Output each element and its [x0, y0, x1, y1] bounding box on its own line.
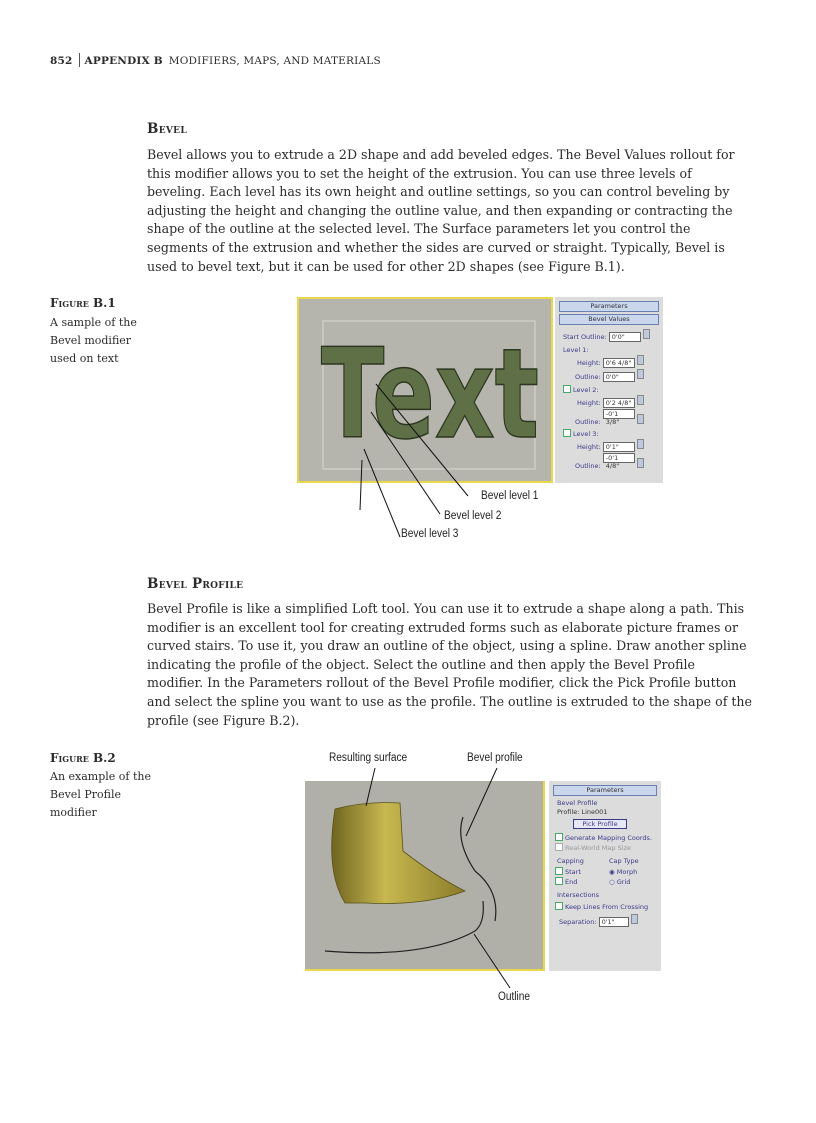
real-world-label: Real-World Map Size: [565, 844, 631, 852]
figure-b2-caption: An example of the Bevel Profile modifier: [50, 770, 151, 819]
bevel-profile-paragraph: Bevel Profile is like a simplified Loft tool. You can use it to extrude a shape along a path. This modifier is an excellent tool for creating extruded forms such as elaborate picture frames or curved stairs. To use it, you draw an outline of the object, using a spline. Draw another spline indicating the profile of the object. Select the outline and then apply the Bevel Profile modifier. In the Parameters rollout of the Bevel Profile modifier, click the Pick Profile button and select the spline you want to use as the profile. The outline is extruded to the shape of the profile (see Figure B.2).: [147, 601, 752, 728]
morph-label: Morph: [616, 868, 638, 876]
l3-height-label: Height:: [577, 443, 601, 451]
grid-radio[interactable]: ○: [609, 878, 617, 886]
leader-bevel-profile: [466, 768, 497, 836]
level3-label: Level 3:: [573, 430, 599, 438]
l3-outline-label: Outline:: [575, 462, 601, 470]
l2-outline-field[interactable]: -0'1 3/8": [603, 409, 635, 419]
page-number: 852: [50, 55, 73, 67]
callout-bevel-level-1: Bevel level 1: [481, 490, 539, 502]
figure-b2-label: Figure B.2: [50, 751, 116, 765]
bevel-paragraph: Bevel allows you to extrude a 2D shape and add beveled edges. The Bevel Values rollout for this modifier allows you to set the height of the extrusion. You can use three levels of beveling. Each level has its own height and outline settings, so you can control beveling by adjusting the height and changing the outline value, and then expanding or contracting the shape of the outline at the selected level. The Surface parameters let you control the segments of the extrusion and whether the sides are curved or straight. Typically, Bevel is used to bevel text, but it can be used for other 2D shapes (see Figure B.1).: [147, 147, 735, 274]
intersections-label: Intersections: [557, 891, 600, 899]
section-heading-bevel: Bevel: [147, 121, 187, 137]
l1-outline-label: Outline:: [575, 373, 601, 381]
viewport-3d-text: Text: [321, 323, 539, 467]
level1-label: Level 1:: [563, 346, 589, 354]
callout-bevel-profile: Bevel profile: [467, 752, 523, 764]
parameters-rollout-2[interactable]: Parameters: [553, 785, 657, 796]
grid-label: Grid: [616, 878, 631, 886]
header-title: MODIFIERS, MAPS, AND MATERIALS: [168, 55, 381, 67]
appendix-label: APPENDIX B: [84, 55, 163, 67]
leader-resulting-surface: [366, 768, 375, 806]
start-label: Start: [565, 868, 581, 876]
l2-height-label: Height:: [577, 399, 601, 407]
l1-height-field[interactable]: 0'6 4/8": [603, 358, 635, 368]
callout-outline: Outline: [498, 991, 531, 1003]
capping-label: Capping: [557, 857, 584, 865]
callout-bevel-level-2: Bevel level 2: [444, 510, 502, 522]
separation-label: Separation:: [559, 918, 597, 926]
morph-radio[interactable]: ◉: [609, 868, 617, 876]
end-label: End: [565, 878, 578, 886]
separation-field[interactable]: 0'1": [599, 917, 629, 927]
keep-lines-label: Keep Lines From Crossing: [565, 903, 649, 911]
l1-outline-field[interactable]: 0'0": [603, 372, 635, 382]
start-outline-label: Start Outline:: [563, 333, 607, 341]
figure-b1-label: Figure B.1: [50, 296, 116, 310]
callout-bevel-level-3: Bevel level 3: [401, 528, 459, 540]
l3-outline-field[interactable]: -0'1 4/8": [603, 453, 635, 463]
l2-height-field[interactable]: 0'2 4/8": [603, 398, 635, 408]
gen-mapping-label: Generate Mapping Coords.: [565, 834, 653, 842]
leader-outline: [474, 934, 510, 988]
cap-type-label: Cap Type: [609, 857, 639, 865]
l2-outline-label: Outline:: [575, 418, 601, 426]
figure-b1-caption: A sample of the Bevel modifier used on text: [50, 316, 137, 365]
bevel-profile-group-label: Bevel Profile: [557, 799, 598, 807]
l1-height-label: Height:: [577, 359, 601, 367]
parameters-rollout[interactable]: Parameters: [559, 301, 659, 312]
level2-label: Level 2:: [573, 386, 599, 394]
profile-label: Profile: Line001: [557, 808, 608, 816]
callout-resulting-surface: Resulting surface: [329, 752, 408, 764]
bevel-values-rollout[interactable]: Bevel Values: [559, 314, 659, 325]
l3-height-field[interactable]: 0'1": [603, 442, 635, 452]
start-outline-field[interactable]: 0'0": [609, 332, 641, 342]
section-heading-bevel-profile: Bevel Profile: [147, 576, 244, 592]
pick-profile-button[interactable]: Pick Profile: [573, 819, 627, 829]
